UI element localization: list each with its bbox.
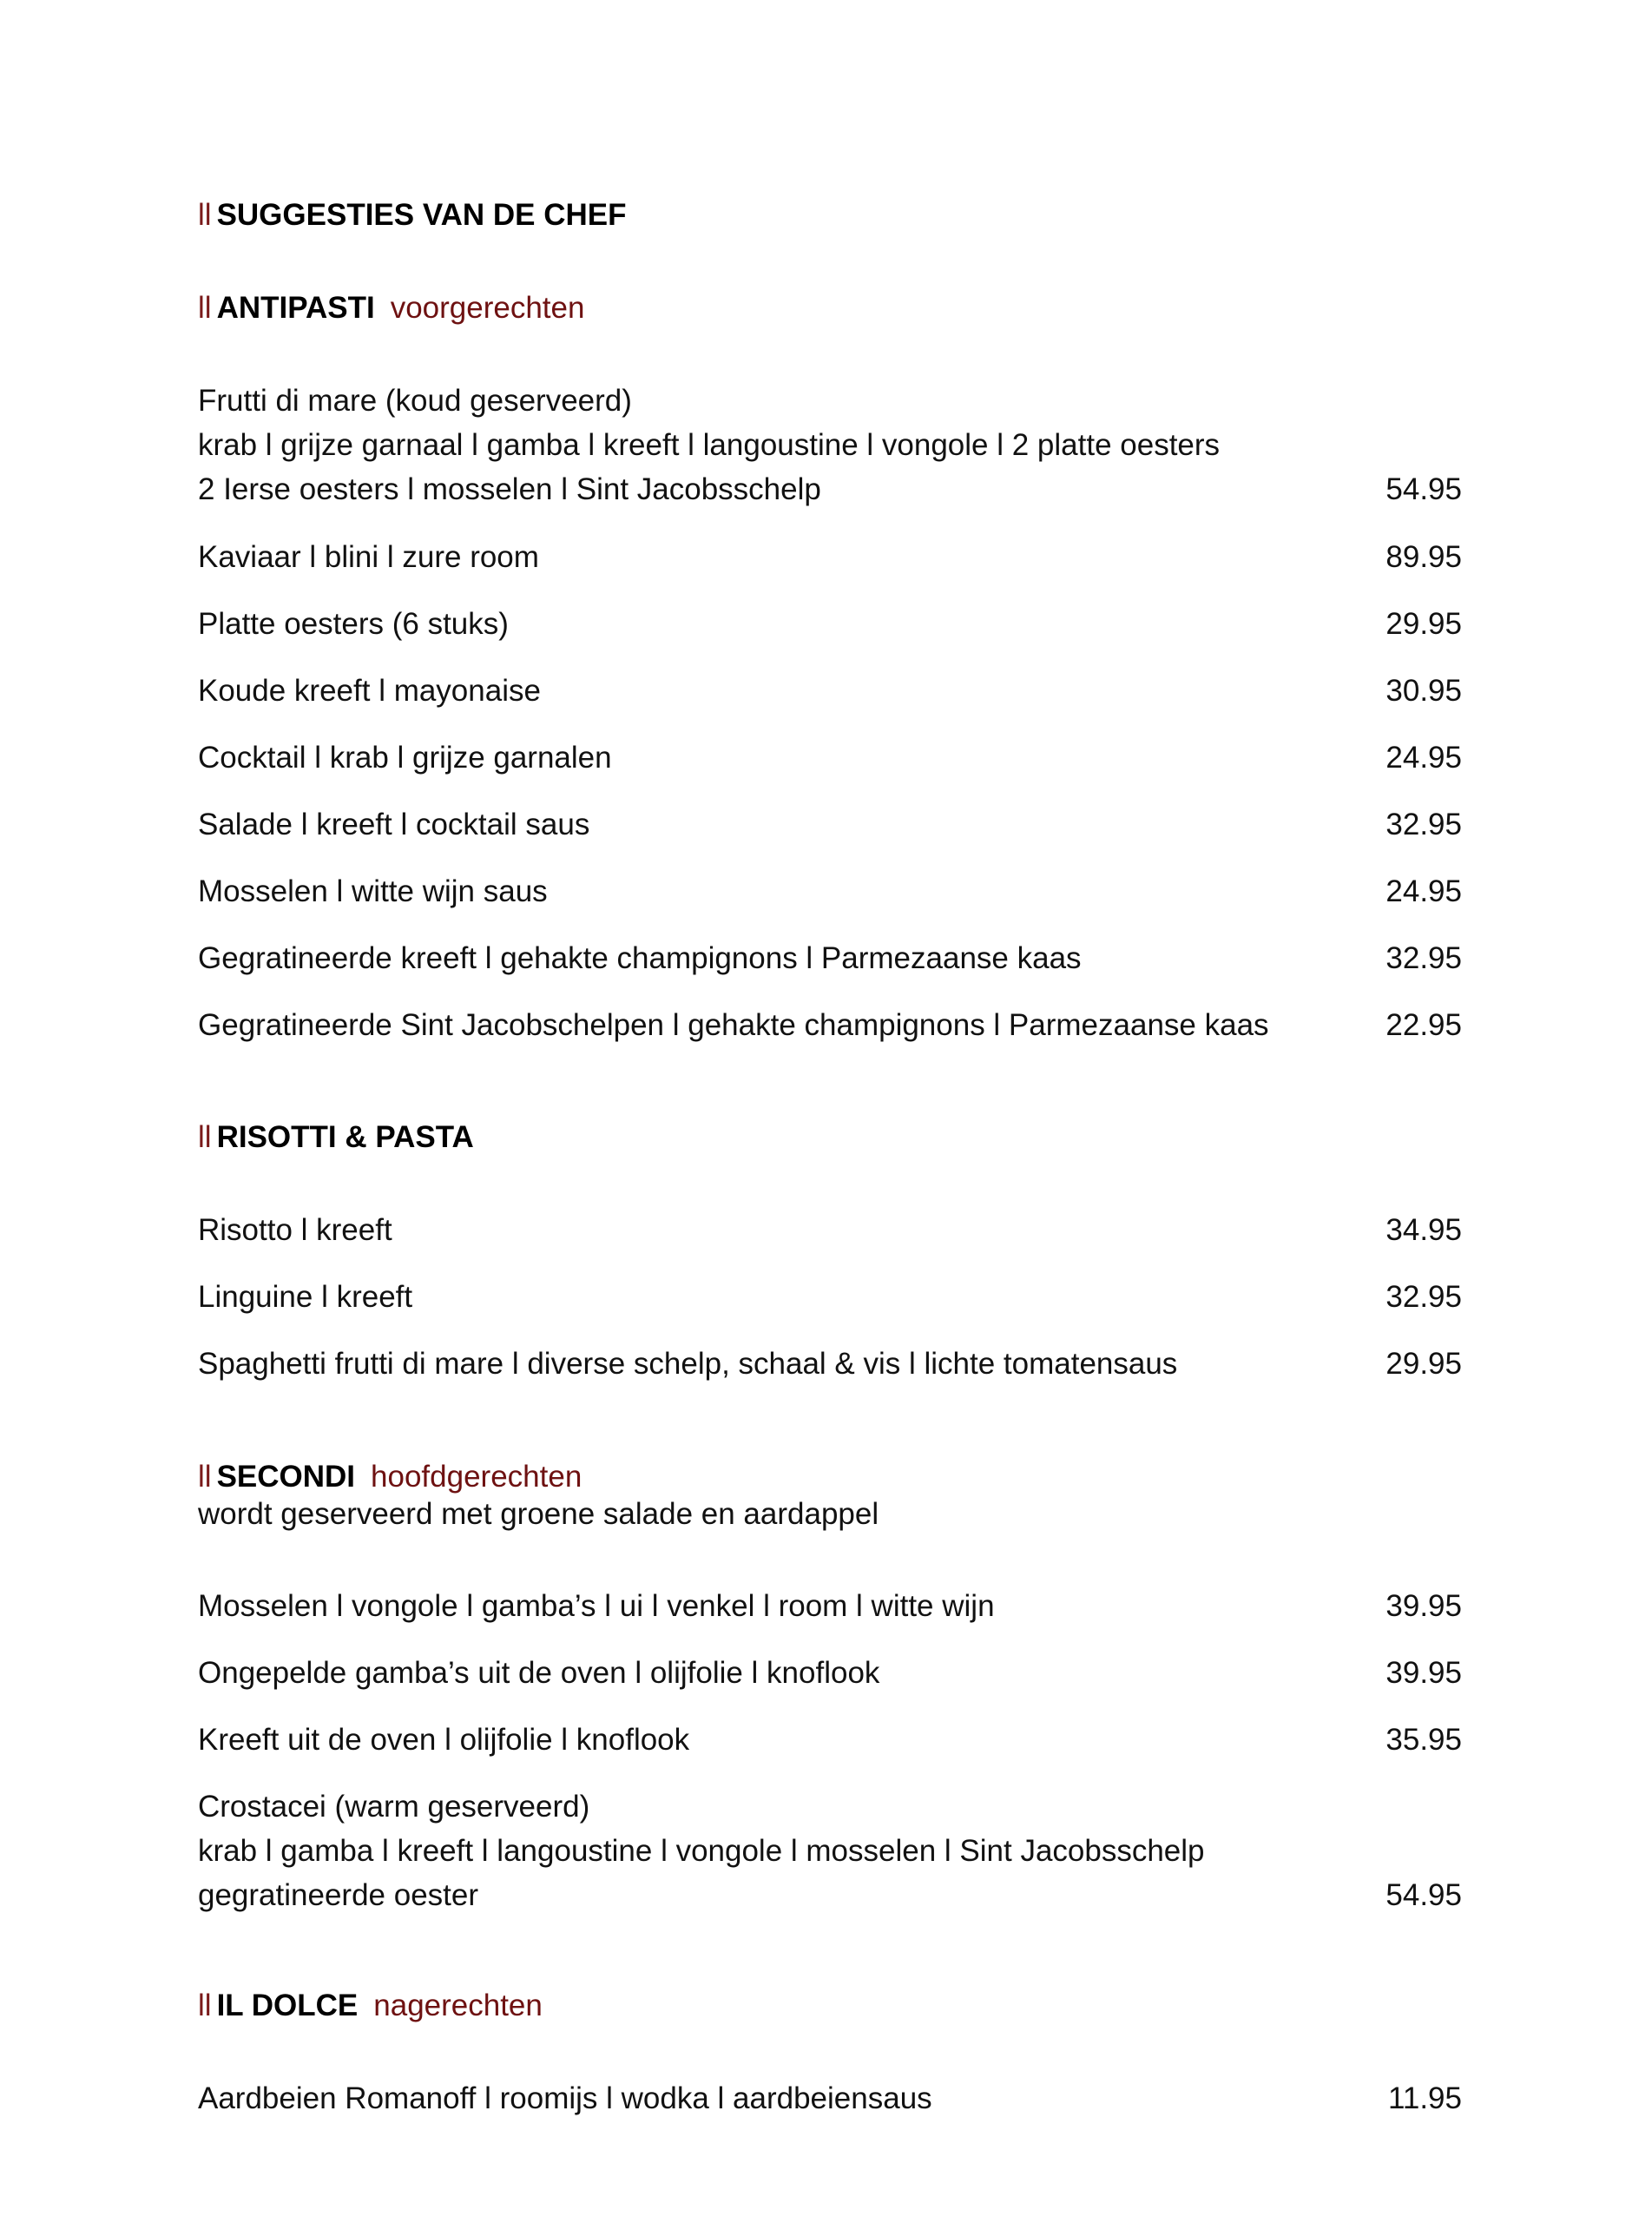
item-price: 35.95 — [1385, 1723, 1462, 1757]
item-price: 29.95 — [1385, 607, 1462, 641]
item-price: 30.95 — [1385, 674, 1462, 708]
section-title: SECONDI — [216, 1460, 356, 1494]
item-line: Mosselen l witte wijn saus — [198, 874, 548, 908]
item-line: Linguine l kreeft — [198, 1280, 413, 1314]
section-divider-mark: ll — [198, 1989, 212, 2022]
section-divider-mark: ll — [198, 198, 212, 232]
menu-item — [198, 802, 1462, 847]
menu-item — [198, 1003, 1462, 1047]
section-divider-mark: ll — [198, 1460, 212, 1494]
section-heading-suggesties — [198, 198, 626, 233]
item-line: Kaviaar l blini l zure room — [198, 540, 539, 574]
section-heading-secondi — [198, 1460, 582, 1494]
item-line: krab l grijze garnaal l gamba l kreeft l langoustine l vongole l 2 platte oesters — [198, 428, 1221, 462]
section-heading-antipasti — [198, 291, 584, 326]
item-price: 34.95 — [1385, 1213, 1462, 1247]
section-title: RISOTTI & PASTA — [216, 1120, 474, 1154]
section-title: SUGGESTIES VAN DE CHEF — [216, 198, 627, 232]
menu-item — [198, 736, 1462, 780]
section-subtitle: nagerechten — [373, 1989, 543, 2022]
item-price: 54.95 — [1385, 472, 1462, 506]
item-price: 24.95 — [1385, 741, 1462, 775]
section-divider-mark: ll — [198, 1120, 212, 1154]
menu-item — [198, 1784, 1462, 1917]
item-price: 32.95 — [1385, 808, 1462, 841]
menu-item — [198, 1584, 1462, 1628]
menu-item — [198, 535, 1462, 579]
item-price: 89.95 — [1385, 540, 1462, 574]
item-line: Salade l kreeft l cocktail saus — [198, 808, 590, 841]
menu-item — [198, 1718, 1462, 1762]
item-line: Kreeft uit de oven l olijfolie l knoflook — [198, 1723, 690, 1757]
item-line: Gegratineerde kreeft l gehakte champignons l Parmezaanse kaas — [198, 941, 1082, 975]
item-line: 2 Ierse oesters l mosselen l Sint Jacobsschelp — [198, 472, 821, 506]
menu-item — [198, 602, 1462, 646]
item-line: Aardbeien Romanoff l roomijs l wodka l aardbeiensaus — [198, 2081, 932, 2115]
item-line: Crostacei (warm geserveerd) — [198, 1790, 590, 1824]
item-price: 11.95 — [1388, 2081, 1462, 2115]
section-title: ANTIPASTI — [216, 291, 375, 325]
menu-item — [198, 1342, 1462, 1386]
item-line: Risotto l kreeft — [198, 1213, 392, 1247]
item-line: Cocktail l krab l grijze garnalen — [198, 741, 612, 775]
menu-item — [198, 669, 1462, 713]
item-line: Frutti di mare (koud geserveerd) — [198, 384, 632, 418]
menu-item — [198, 869, 1462, 914]
section-divider-mark: ll — [198, 291, 212, 325]
menu-item — [198, 1651, 1462, 1695]
section-title: IL DOLCE — [216, 1989, 359, 2022]
menu-item — [198, 936, 1462, 980]
section-subtitle: voorgerechten — [390, 291, 585, 325]
item-line: gegratineerde oester — [198, 1878, 478, 1912]
section-heading-risotti-pasta — [198, 1120, 474, 1155]
item-line: Mosselen l vongole l gamba’s l ui l venkel l room l witte wijn — [198, 1589, 995, 1623]
section-note: wordt geserveerd met groene salade en aardappel — [198, 1497, 879, 1531]
item-line: Koude kreeft l mayonaise — [198, 674, 541, 708]
item-price: 22.95 — [1385, 1008, 1462, 1042]
item-line: Gegratineerde Sint Jacobschelpen l gehakte champignons l Parmezaanse kaas — [198, 1008, 1269, 1042]
menu-item — [198, 1208, 1462, 1252]
item-price: 32.95 — [1385, 941, 1462, 975]
item-line: Ongepelde gamba’s uit de oven l olijfolie l knoflook — [198, 1656, 880, 1690]
section-subtitle: hoofdgerechten — [371, 1460, 582, 1494]
item-price: 24.95 — [1385, 874, 1462, 908]
item-price: 32.95 — [1385, 1280, 1462, 1314]
item-price: 29.95 — [1385, 1347, 1462, 1381]
item-price: 54.95 — [1385, 1878, 1462, 1912]
menu-item — [198, 1275, 1462, 1319]
menu-item — [198, 379, 1462, 511]
item-line: Spaghetti frutti di mare l diverse schelp, schaal & vis l lichte tomatensaus — [198, 1347, 1178, 1381]
item-price: 39.95 — [1385, 1656, 1462, 1690]
item-price: 39.95 — [1385, 1589, 1462, 1623]
section-heading-il-dolce — [198, 1989, 543, 2023]
item-line: Platte oesters (6 stuks) — [198, 607, 509, 641]
menu-item — [198, 2076, 1462, 2121]
item-line: krab l gamba l kreeft l langoustine l vongole l mosselen l Sint Jacobsschelp — [198, 1834, 1205, 1868]
